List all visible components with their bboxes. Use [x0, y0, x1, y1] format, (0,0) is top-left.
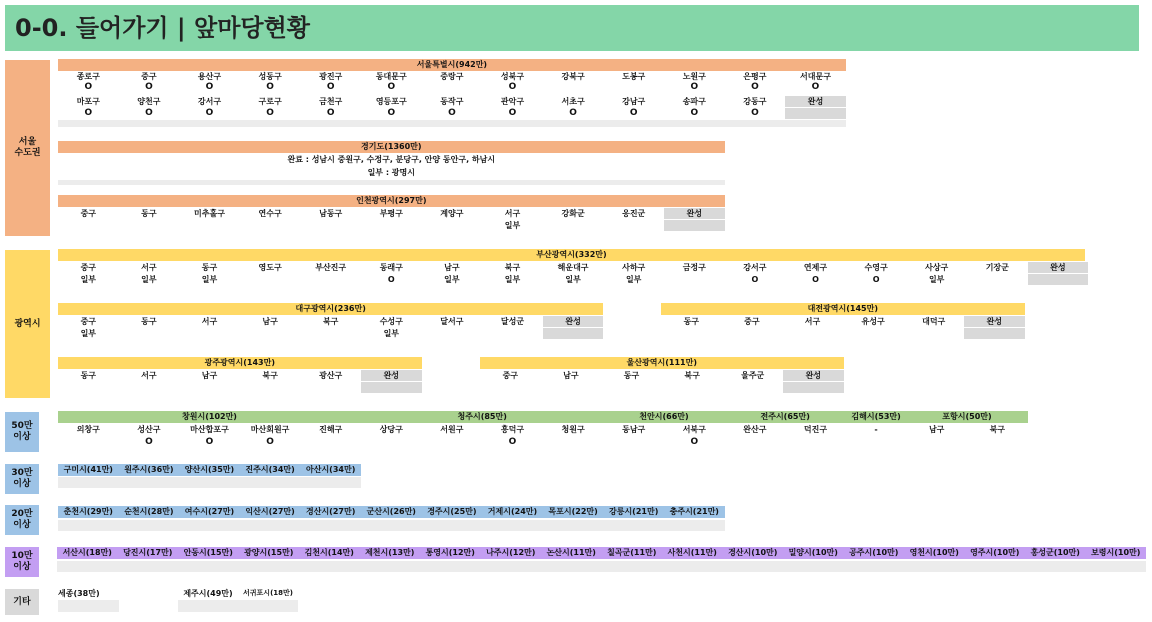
district-status: 일부 — [80, 329, 97, 338]
section-header: 울산광역시(111만) — [480, 357, 844, 369]
district-status: O — [387, 108, 396, 118]
city-status — [179, 477, 240, 488]
district-status: O — [84, 82, 93, 92]
district-name: 북구 — [989, 425, 1006, 434]
city-status — [664, 520, 725, 531]
district-status: O — [205, 108, 214, 118]
district-name: 사상구 — [925, 263, 949, 272]
district-status: 일부 — [565, 275, 581, 284]
district-name: 마포구 — [76, 97, 100, 106]
gyeonggi-complete: 완료 : 성남시 중원구, 수정구, 분당구, 안양 동안구, 하남시 — [287, 155, 496, 164]
district-status: O — [569, 108, 577, 118]
city-status — [178, 600, 298, 612]
district-name: 서구 — [804, 317, 821, 326]
district-status: 일부 — [80, 275, 97, 284]
city-header: 홍성군(10만) — [1025, 547, 1086, 559]
district-name: 서구 — [504, 209, 521, 218]
district-status: O — [266, 108, 274, 118]
city-status — [300, 477, 361, 488]
district-name: 북구 — [262, 371, 278, 380]
city-status — [1025, 561, 1086, 572]
district-name: 울주군 — [741, 371, 765, 380]
district-status: O — [145, 82, 153, 92]
district-name: 해운대구 — [557, 263, 589, 272]
city-status — [300, 520, 361, 531]
city-header: 제천시(13만) — [360, 547, 421, 559]
district-status: O — [508, 437, 517, 447]
district-name: 중구 — [80, 263, 97, 272]
district-status — [422, 437, 483, 448]
district-name: 서대문구 — [800, 72, 831, 81]
district-name: 북구 — [684, 371, 700, 380]
city-header: 나주시(12만) — [481, 547, 542, 559]
district-status: O — [448, 108, 456, 118]
district-status — [300, 328, 361, 339]
district-name: 노원구 — [682, 72, 706, 81]
district-status: O — [508, 82, 517, 92]
district-name: 서구 — [141, 263, 157, 272]
city-header: 순천시(28만) — [119, 506, 180, 518]
district-name: 중구 — [80, 209, 97, 218]
district-status — [603, 437, 664, 448]
district-name: 강서구 — [743, 263, 767, 272]
city-header: 통영시(12만) — [420, 547, 481, 559]
city-header: 목포시(22만) — [543, 506, 604, 518]
city-status — [240, 520, 301, 531]
city-status — [965, 561, 1026, 572]
section-label-over10: 10만 이상 — [5, 547, 39, 577]
district-status — [785, 108, 846, 119]
city-status — [360, 561, 421, 572]
district-name: 성동구 — [258, 72, 282, 81]
district-name: 흥덕구 — [500, 425, 525, 434]
city-status — [482, 520, 543, 531]
district-name: 계양구 — [440, 209, 464, 218]
section-label-over50: 50만 이상 — [5, 412, 39, 452]
district-name: 강동구 — [743, 97, 767, 106]
district-name: 동남구 — [622, 425, 646, 434]
section-header: 광주광역시(143만) — [58, 357, 422, 369]
district-status — [240, 220, 301, 231]
city-header: 서산시(18만) — [57, 547, 118, 559]
district-name: 성산구 — [137, 425, 161, 434]
district-name: 광산구 — [319, 371, 343, 380]
district-status — [422, 82, 483, 93]
city-status — [541, 561, 602, 572]
district-status: O — [811, 82, 820, 92]
district-name: 남구 — [563, 371, 579, 380]
cell-blank — [361, 382, 422, 393]
city-header: 세종(38만) — [58, 589, 100, 598]
district-name: 용산구 — [197, 72, 222, 81]
district-name: 강화군 — [561, 209, 585, 218]
city-status — [662, 561, 723, 572]
district-name: 남구 — [928, 425, 945, 434]
city-header: 제주시(49만) — [183, 589, 233, 598]
city-header: 김해시(53만) — [846, 411, 907, 423]
city-status — [361, 520, 422, 531]
city-status — [904, 561, 965, 572]
district-name: 남구 — [201, 371, 218, 380]
city-header: 서귀포시(18만) — [243, 589, 293, 597]
district-status — [482, 328, 543, 339]
district-name: 완성 — [785, 96, 846, 107]
row-divider — [58, 180, 725, 185]
district-name: 완성 — [964, 316, 1025, 327]
city-status — [58, 477, 119, 488]
district-status: 일부 — [444, 275, 460, 284]
district-name: 서구 — [201, 317, 218, 326]
district-status: O — [387, 275, 395, 284]
city-header: 밀양시(10만) — [783, 547, 844, 559]
district-status: 일부 — [201, 275, 218, 284]
district-status: O — [812, 275, 819, 284]
district-name: 완성 — [543, 316, 604, 327]
district-name: 수영구 — [864, 263, 888, 272]
row-divider — [58, 120, 846, 127]
district-status: 일부 — [383, 329, 400, 338]
district-name: 미추홀구 — [194, 209, 225, 218]
district-name: 금천구 — [319, 97, 343, 106]
district-name: 북구 — [322, 317, 339, 326]
district-name: 서초구 — [561, 97, 585, 106]
district-status — [906, 437, 967, 448]
city-header: 안동시(15만) — [178, 547, 239, 559]
district-status — [422, 220, 483, 231]
district-status: O — [145, 437, 153, 447]
section-header: 대구광역시(236만) — [58, 303, 603, 315]
district-name: 금정구 — [682, 263, 706, 272]
city-status — [1086, 561, 1147, 572]
district-name: 중구 — [141, 72, 157, 81]
district-name: 완산구 — [743, 425, 767, 434]
district-name: 중구 — [80, 317, 97, 326]
district-status — [422, 328, 483, 339]
city-status — [179, 520, 240, 531]
district-name: 진해구 — [319, 425, 343, 434]
district-status: O — [387, 82, 396, 92]
district-status: O — [751, 82, 759, 92]
district-name: 강남구 — [622, 97, 646, 106]
city-status — [422, 520, 483, 531]
section-label-capital: 서울 수도권 — [5, 60, 50, 236]
city-status — [118, 561, 179, 572]
city-status — [481, 561, 542, 572]
district-status: O — [690, 108, 699, 118]
district-status: 일부 — [141, 275, 157, 284]
city-header: 보령시(10만) — [1086, 547, 1147, 559]
district-name: 대덕구 — [922, 317, 946, 326]
city-header: 영주시(10만) — [965, 547, 1026, 559]
section-label-etc: 기타 — [5, 589, 39, 615]
district-name: 청원구 — [561, 425, 585, 434]
district-status: O — [508, 108, 517, 118]
district-status — [603, 220, 664, 231]
district-status: O — [690, 82, 699, 92]
district-name: 동구 — [141, 317, 157, 326]
district-name: 달성군 — [500, 317, 525, 326]
city-header: 논산시(11만) — [541, 547, 602, 559]
city-status — [119, 520, 180, 531]
city-header: 거제시(24만) — [482, 506, 543, 518]
city-status — [119, 477, 180, 488]
district-status: O — [84, 108, 93, 118]
district-status — [664, 220, 725, 231]
cell-blank — [783, 382, 844, 393]
district-name: 완성 — [361, 370, 422, 381]
district-name: 중랑구 — [440, 72, 464, 81]
district-name: 부평구 — [379, 209, 403, 218]
district-name: 마산합포구 — [190, 425, 229, 434]
district-status — [664, 274, 725, 285]
district-status: 일부 — [928, 275, 945, 284]
district-status: O — [872, 275, 880, 284]
district-status — [543, 437, 604, 448]
district-status — [300, 274, 361, 285]
gyeonggi-partial: 일부 : 광명시 — [367, 168, 415, 177]
section-label-over20: 20만 이상 — [5, 505, 39, 535]
cell-blank — [964, 328, 1025, 339]
city-header: 영천시(10만) — [904, 547, 965, 559]
city-status — [844, 561, 905, 572]
district-name: 북구 — [504, 263, 521, 272]
city-status — [543, 520, 604, 531]
city-header: 구미시(41만) — [58, 464, 119, 476]
district-name: 동대문구 — [375, 72, 407, 81]
district-name: 옹진군 — [622, 209, 646, 218]
city-status — [602, 561, 663, 572]
district-name: 완성 — [664, 208, 725, 219]
city-header: 경산시(10만) — [723, 547, 784, 559]
district-name: 부산진구 — [315, 263, 347, 272]
city-header: 창원시(102만) — [58, 411, 361, 423]
district-status — [1028, 274, 1089, 285]
district-name: 종로구 — [76, 72, 100, 81]
district-status — [846, 437, 907, 448]
district-name: 서원구 — [440, 425, 464, 434]
district-status — [119, 328, 180, 339]
city-header: 청주시(85만) — [361, 411, 603, 423]
district-name: 강서구 — [197, 97, 222, 106]
city-header: 전주시(65만) — [725, 411, 846, 423]
district-status — [58, 220, 119, 231]
district-name: 중구 — [502, 371, 519, 380]
district-name: 의창구 — [76, 425, 100, 434]
city-header: 강릉시(21만) — [603, 506, 664, 518]
district-status — [785, 437, 846, 448]
district-status — [58, 437, 119, 448]
district-status: O — [690, 437, 699, 447]
district-status — [240, 328, 301, 339]
section-header: 인천광역시(297만) — [58, 195, 725, 207]
city-status — [603, 520, 664, 531]
city-header: 당진시(17만) — [118, 547, 179, 559]
district-name: 영등포구 — [375, 97, 407, 106]
district-status: O — [145, 108, 153, 118]
district-status: O — [326, 108, 335, 118]
district-name: 마산회원구 — [250, 425, 290, 434]
district-name: 유성구 — [861, 317, 885, 326]
city-header: 경산시(27만) — [300, 506, 361, 518]
district-name: - — [874, 425, 878, 434]
city-header: 경주시(25만) — [422, 506, 483, 518]
city-header: 군산시(26만) — [361, 506, 422, 518]
district-name: 수성구 — [379, 317, 403, 326]
district-name: 남동구 — [319, 209, 343, 218]
district-status: O — [266, 82, 274, 92]
city-status — [239, 561, 300, 572]
district-name: 달서구 — [440, 317, 464, 326]
section-header: 경기도(1360만) — [58, 141, 725, 153]
district-name: 도봉구 — [622, 72, 646, 81]
district-status — [179, 220, 240, 231]
city-header: 익산시(27만) — [240, 506, 301, 518]
city-header: 춘천시(29만) — [58, 506, 119, 518]
district-status: O — [266, 437, 274, 447]
city-header: 진주시(34만) — [240, 464, 301, 476]
city-status — [57, 561, 118, 572]
district-name: 사하구 — [622, 263, 646, 272]
district-name: 연수구 — [258, 209, 282, 218]
city-status — [58, 600, 119, 612]
district-status — [725, 437, 786, 448]
city-status — [178, 561, 239, 572]
district-status: O — [751, 275, 759, 284]
district-name: 은평구 — [743, 72, 767, 81]
district-name: 서구 — [141, 371, 157, 380]
city-header: 사천시(11만) — [662, 547, 723, 559]
district-name: 동구 — [683, 317, 700, 326]
district-name: 동구 — [623, 371, 640, 380]
district-status — [543, 82, 604, 93]
city-header: 아산시(34만) — [300, 464, 361, 476]
district-status: O — [751, 108, 759, 118]
district-status — [119, 220, 180, 231]
district-status — [967, 274, 1028, 285]
district-status: O — [629, 108, 638, 118]
district-status: 일부 — [504, 275, 521, 284]
district-status — [967, 437, 1028, 448]
district-name: 남구 — [262, 317, 278, 326]
district-status — [300, 220, 361, 231]
district-name: 광진구 — [319, 72, 343, 81]
district-status — [361, 437, 422, 448]
district-name: 동작구 — [440, 97, 464, 106]
district-name: 성북구 — [500, 72, 525, 81]
district-name: 관악구 — [500, 97, 525, 106]
city-header: 여수시(27만) — [179, 506, 240, 518]
district-status — [603, 82, 664, 93]
district-name: 서북구 — [682, 425, 706, 434]
district-name: 완성 — [1028, 262, 1089, 273]
page-title: 0-0. 들어가기 | 앞마당현황 — [5, 5, 1139, 51]
city-status — [783, 561, 844, 572]
district-name: 동구 — [80, 371, 97, 380]
district-name: 연제구 — [803, 263, 828, 272]
district-name: 상당구 — [379, 425, 403, 434]
district-name: 남구 — [444, 263, 460, 272]
district-name: 중구 — [744, 317, 760, 326]
city-header: 천안시(66만) — [603, 411, 724, 423]
city-header: 포항시(50만) — [906, 411, 1027, 423]
section-header: 대전광역시(145만) — [661, 303, 1025, 315]
city-header: 양산시(35만) — [179, 464, 240, 476]
district-name: 영도구 — [258, 263, 282, 272]
city-header: 광양시(15만) — [239, 547, 300, 559]
city-header: 충주시(21만) — [664, 506, 725, 518]
section-label-over30: 30만 이상 — [5, 464, 39, 494]
district-status: O — [326, 82, 335, 92]
city-header: 원주시(36만) — [119, 464, 180, 476]
city-status — [58, 520, 119, 531]
district-status — [543, 328, 604, 339]
district-name: 덕진구 — [803, 425, 828, 434]
district-status: O — [205, 437, 214, 447]
city-status — [723, 561, 784, 572]
district-name: 완성 — [783, 370, 844, 381]
district-status: 일부 — [625, 275, 642, 284]
district-status — [361, 220, 422, 231]
district-name: 송파구 — [682, 97, 706, 106]
city-header: 공주시(10만) — [844, 547, 905, 559]
district-name: 양천구 — [137, 97, 161, 106]
district-status — [543, 220, 604, 231]
city-header: 칠곡군(11만) — [602, 547, 663, 559]
city-status — [299, 561, 360, 572]
section-header: 부산광역시(332만) — [58, 249, 1085, 261]
city-status — [240, 477, 301, 488]
district-status: 일부 — [504, 221, 521, 230]
district-status — [179, 328, 240, 339]
district-name: 강북구 — [561, 72, 585, 81]
district-name: 동구 — [201, 263, 218, 272]
section-header: 서울특별시(942만) — [58, 59, 846, 71]
section-label-metro: 광역시 — [5, 250, 50, 398]
city-status — [420, 561, 481, 572]
district-status — [240, 274, 301, 285]
city-header: 김천시(14만) — [299, 547, 360, 559]
district-status — [300, 437, 361, 448]
district-name: 기장군 — [985, 263, 1009, 272]
district-name: 동구 — [141, 209, 157, 218]
district-name: 구로구 — [258, 97, 282, 106]
district-status: O — [205, 82, 214, 92]
district-name: 동래구 — [379, 263, 403, 272]
